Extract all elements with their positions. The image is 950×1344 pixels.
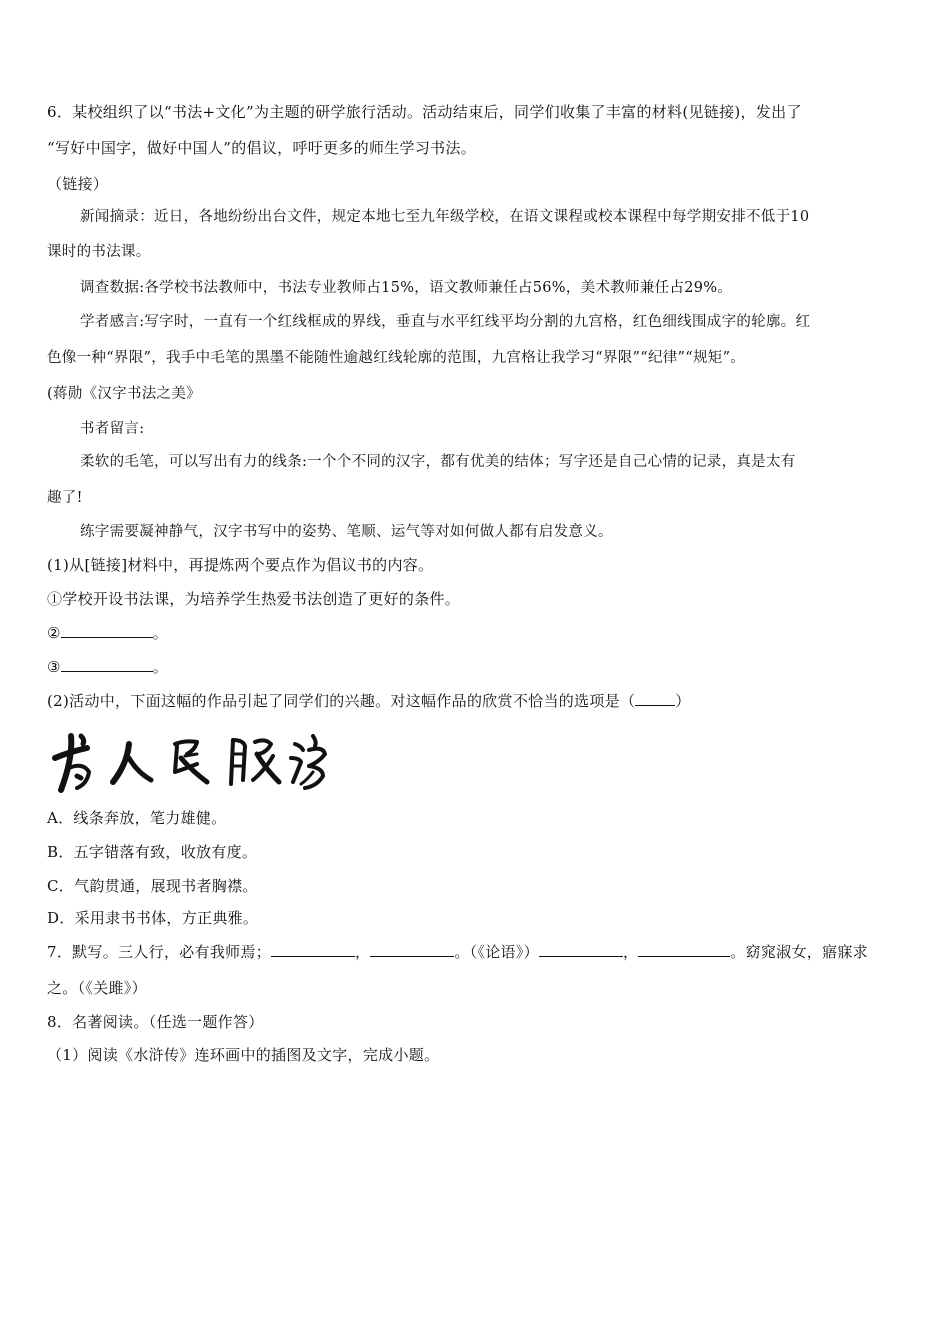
period: 。 <box>152 624 169 642</box>
q6-stem-line1: 6．某校组织了以“书法+文化”为主题的研学旅行活动。活动结束后，同学们收集了丰富的材料(见链接)，发出了 <box>47 103 802 121</box>
link-heading: （链接） <box>47 175 109 193</box>
calligraphy-artwork <box>47 728 327 798</box>
q7-suffix: 。窈窕淑女，寤寐求 <box>730 943 868 961</box>
close-paren: ） <box>675 692 691 710</box>
period: 。 <box>152 658 169 676</box>
q7-mid: 。（《论语》） <box>454 943 539 961</box>
sub-question-1: (1)从[链接]材料中，再提炼两个要点作为倡议书的内容。 <box>47 556 434 574</box>
comma: ， <box>355 943 371 961</box>
writer-note-line3: 练字需要凝神静气，汉字书写中的姿势、笔顺、运气等对如何做人都有启发意义。 <box>80 524 613 540</box>
sub-question-1-item-2 <box>47 622 907 644</box>
answer-blank[interactable] <box>61 623 153 638</box>
answer-blank[interactable] <box>370 942 454 957</box>
sub-question-1-item-3 <box>47 656 907 678</box>
comma: ， <box>622 943 639 961</box>
survey-data: 调查数据:各学校书法教师中，书法专业教师占15%，语文教师兼任占56%，美术教师兼任占29%。 <box>80 280 733 296</box>
item-2-marker: ② <box>47 624 61 642</box>
sub-question-2 <box>47 690 907 712</box>
answer-blank[interactable] <box>635 691 675 706</box>
news-excerpt-line2: 课时的书法课。 <box>47 244 151 260</box>
option-a: A．线条奔放，笔力雄健。 <box>47 809 227 827</box>
q8-line2: （1）阅读《水浒传》连环画中的插图及文字，完成小题。 <box>47 1046 440 1064</box>
scholar-quote-line1: 学者感言:写字时，一直有一个红线框成的界线，垂直与水平红线平均分割的九宫格，红色细线围成字的轮廓。红 <box>80 314 811 330</box>
q7-prefix: 7．默写。三人行，必有我师焉； <box>47 943 272 961</box>
news-excerpt-line1: 新闻摘录：近日，各地纷纷出台文件，规定本地七至九年级学校，在语文课程或校本课程中每学期安排不低于10 <box>80 209 810 225</box>
item-3-marker: ③ <box>47 658 61 676</box>
answer-blank[interactable] <box>271 942 355 957</box>
option-d: D．采用隶书书体，方正典雅。 <box>47 909 259 927</box>
q7-line2: 之。（《关雎》） <box>47 979 147 997</box>
writer-note-line2: 趣了! <box>47 490 83 506</box>
writer-note-line1: 柔软的毛笔，可以写出有力的线条:一个个不同的汉字，都有优美的结体；写字还是自己心情的记录，真是太有 <box>80 454 796 470</box>
q7-line1 <box>47 941 907 963</box>
sub-question-2-prompt: (2)活动中，下面这幅的作品引起了同学们的兴趣。对这幅作品的欣赏不恰当的选项是（ <box>47 692 636 710</box>
option-c: C．气韵贯通，展现书者胸襟。 <box>47 877 258 895</box>
scholar-quote-line2: 色像一种“界限”，我手中毛笔的黑墨不能随性逾越红线轮廓的范围，九宫格让我学习“界限”“纪律”“规矩”。 <box>47 350 746 366</box>
q8-line1: 8．名著阅读。（任选一题作答） <box>47 1013 264 1031</box>
answer-blank[interactable] <box>638 942 730 957</box>
writer-heading: 书者留言: <box>80 421 145 437</box>
sub-question-1-item-1: ①学校开设书法课，为培养学生热爱书法创造了更好的条件。 <box>47 590 461 608</box>
answer-blank[interactable] <box>539 942 623 957</box>
answer-blank[interactable] <box>61 657 153 672</box>
scholar-source: (蒋勋《汉字书法之美》 <box>47 386 201 402</box>
option-b: B．五字错落有致，收放有度。 <box>47 843 258 861</box>
q6-stem-line2: “写好中国字，做好中国人”的倡议，呼吁更多的师生学习书法。 <box>47 139 477 157</box>
